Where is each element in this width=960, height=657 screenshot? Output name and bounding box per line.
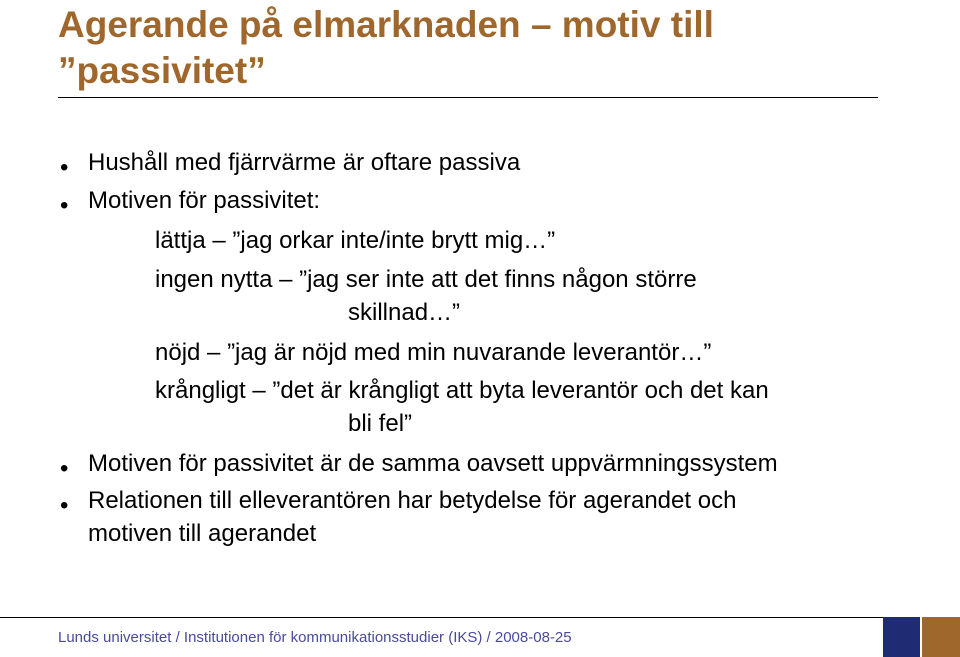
motive-term: lättja – bbox=[155, 227, 233, 254]
bullet-relationen-continuation: motiven till agerandet bbox=[88, 520, 317, 547]
footer-text: Lunds universitet / Institutionen för kommunikationsstudier (IKS) / 2008-08-25 bbox=[58, 629, 572, 646]
bullet-marker: • bbox=[60, 455, 69, 482]
motive-term: krångligt – bbox=[155, 377, 273, 404]
footer-navy-block bbox=[883, 617, 920, 657]
motive-term: nöjd – bbox=[155, 339, 228, 366]
bullet-motiven: Motiven för passivitet: bbox=[88, 187, 321, 214]
motive-nojd bbox=[155, 336, 711, 370]
bullet-samma-motiv: Motiven för passivitet är de samma oavsett uppvärmningssystem bbox=[88, 450, 778, 477]
footer-brown-block bbox=[922, 617, 960, 657]
motive-kranligt bbox=[155, 374, 769, 408]
motive-quote: ”jag ser inte att det finns någon större bbox=[299, 266, 697, 293]
bullet-marker: • bbox=[60, 192, 69, 219]
bullet-marker: • bbox=[60, 492, 69, 519]
motive-quote: ”det är krångligt att byta leverantör och det kan bbox=[272, 377, 769, 404]
footer-divider bbox=[0, 617, 960, 618]
motive-term: ingen nytta – bbox=[155, 266, 300, 293]
motive-quote: ”jag är nöjd med min nuvarande leverantör…” bbox=[227, 339, 712, 366]
slide-title: Agerande på elmarknaden – motiv till ”passivitet” bbox=[58, 4, 714, 91]
title-underline bbox=[58, 97, 878, 98]
motive-quote-continuation: bli fel” bbox=[348, 410, 413, 437]
motive-quote-continuation: skillnad…” bbox=[348, 299, 461, 326]
bullet-relationen: Relationen till elleverantören har betydelse för agerandet och bbox=[88, 487, 737, 514]
motive-ingen-nytta bbox=[155, 263, 697, 297]
motive-lattja bbox=[155, 224, 555, 258]
motive-quote: ”jag orkar inte/inte brytt mig…” bbox=[232, 227, 556, 254]
bullet-marker: • bbox=[60, 154, 69, 181]
bullet-fjarrvarme: Hushåll med fjärrvärme är oftare passiva bbox=[88, 149, 521, 176]
